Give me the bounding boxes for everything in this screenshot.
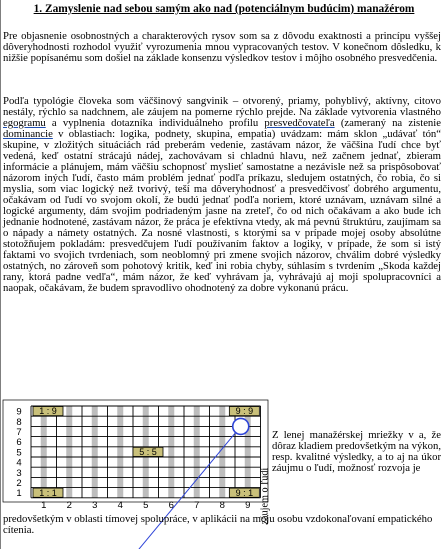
- corner-label-9-9: 9 : 9: [235, 406, 254, 417]
- x-tick-label: 2: [66, 499, 72, 511]
- typology-paragraph: [3, 96, 441, 294]
- corner-label-9-1: 9 : 1: [235, 487, 254, 498]
- x-tick-label: 6: [168, 499, 174, 511]
- grid-explanation-text: Z lenej manažérskej mriežky v a, že dôraz kladiem predovšetkým na výkon, resp. kvalitné výsledky, a to aj na úkor záujmu o ľudí, možnosť rozvoja je: [272, 429, 441, 474]
- grid-column-shade: [117, 406, 123, 498]
- y-tick-label: 7: [16, 427, 22, 438]
- corner-label-1-1: 1 : 1: [39, 487, 57, 498]
- section-heading: 1. Zamyslenie nad sebou samým ako nad (potenciálnym budúcim) manažérom: [33, 3, 415, 15]
- intro-paragraph: Pre objasnenie osobnostných a charakterových rysov som sa z dôvodu exaktnosti a princípu vyššej dôveryhodnosti rozhodol využiť vyrozumenia mnou vypracovaných testov. V konečnom dôsledku, k nižšie popísanému som došiel na základe konsenzu výsledkov testov i môjho osobného presvedčenia.: [3, 30, 441, 64]
- y-tick-label: 4: [16, 457, 22, 469]
- grid-column-shade: [92, 406, 98, 498]
- y-tick-label: 1: [16, 488, 22, 500]
- page-margin-line: [0, 0, 1, 549]
- x-tick-label: 3: [92, 499, 98, 511]
- typology-text-1: Podľa typológie človeka som väčšinový sangvinik – otvorený, priamy, pohyblivý, aktívny, citovo nestály, rýchlo sa nadchnem, ale záujem na pomerne rýchlo prejde. Na základe vytvorenia vlastného: [3, 95, 441, 118]
- x-tick-label: 1: [41, 499, 47, 511]
- cut-off-next-heading: [3, 545, 441, 549]
- x-tick-label: 4: [117, 499, 123, 511]
- typology-text-4: v oblastiach: logika, podnety, skupina, empatia) uvádzam: mám sklon „udávať tón“ skupine, v zložitých situáciách rád preberám vedenie, zastávam názor, že väčšina ľudí chce byť vedená, keď ostatní strácajú nádej, zachovávam si chladnú hlavu, než začnem jednať, zbieram informácie a plánujem, mám väčšiu schopnosť myslieť samostatne a nezávisle než sa prispôsobovať názorom iných ľudí, často mám problém jednať podľa príkazu, sledujem ostatných, čo robia, čo si myslia, som viac logický než tvorivý, teší ma dôveryhodnosť a presvedčivosť dobrého argumentu, očakávam od ľudí vo svojom okolí, že budú jednať podľa noriem, ktoré uznávam, uznávam silné a logické argumenty, dám svojim podriadeným jasne na zreteľ, čo od nich očakávam a ako bude ich jednanie hodnotené, zastávam názor, že práca je efektívna vtedy, ak má pevnú štruktúru, zaujímam sa o nápady a námety ostatných. Za nosné vlastnosti, s ktorými sa v prípade mojej osoby absolútne stotožňujem pokladám: presvedčujem ľudí používaním faktov a logiky, v prípade, že som si istý faktami vo svojich tvrdeniach, som neoblomný pri zmene svojich názorov, chválim dobré výsledky ostatných, no zároveň som pohotový kritik, keď ini robia chyby, súhlasím s tvrdením „Skoda každej rany, ktorá padne vedľa“, mám názor, že keď vyhrávam ja, vyhrávajú aj moji spolupracovníci a naopak, očakávam, že budem spravodlivo ohodnotený za dobre vykonanú prácu.: [3, 128, 441, 294]
- y-tick-label: 5: [16, 447, 22, 459]
- grid-column-shade: [66, 406, 72, 498]
- dominance-link[interactable]: dominancie: [3, 128, 53, 140]
- egogram-link[interactable]: egogramu: [3, 117, 46, 129]
- x-tick-label: 5: [143, 499, 149, 511]
- center-label-5-5: 5 : 5: [139, 447, 157, 457]
- typology-text-3: (zameraný na zistenie: [334, 117, 441, 129]
- y-tick-label: 9: [16, 406, 22, 418]
- y-tick-label: 8: [16, 416, 22, 428]
- x-tick-label: 8: [219, 499, 225, 511]
- typology-text-2: a vyplnenia dotazníka individuálneho profilu: [45, 117, 265, 129]
- x-tick-label: 9: [245, 499, 251, 511]
- y-axis-label: záujem o ľudí: [259, 467, 271, 525]
- y-tick-label: 2: [16, 478, 22, 489]
- y-tick-label: 6: [16, 437, 22, 449]
- closing-text: predovšetkým v oblasti tímovej spolupráce, v aplikácii na moju osobu vzdokonaľovaní empatického cítenia.: [3, 513, 433, 536]
- x-tick-label: 7: [194, 499, 200, 511]
- grid-column-shade: [41, 406, 47, 498]
- grid-column-shade: [168, 406, 174, 498]
- grid-column-shade: [194, 406, 200, 498]
- corner-label-1-9: 1 : 9: [39, 406, 57, 417]
- y-tick-label: 3: [16, 467, 22, 479]
- persuader-link[interactable]: presvedčovateľa: [264, 117, 335, 129]
- position-marker: [233, 418, 249, 434]
- y-tick-labels: [16, 407, 21, 500]
